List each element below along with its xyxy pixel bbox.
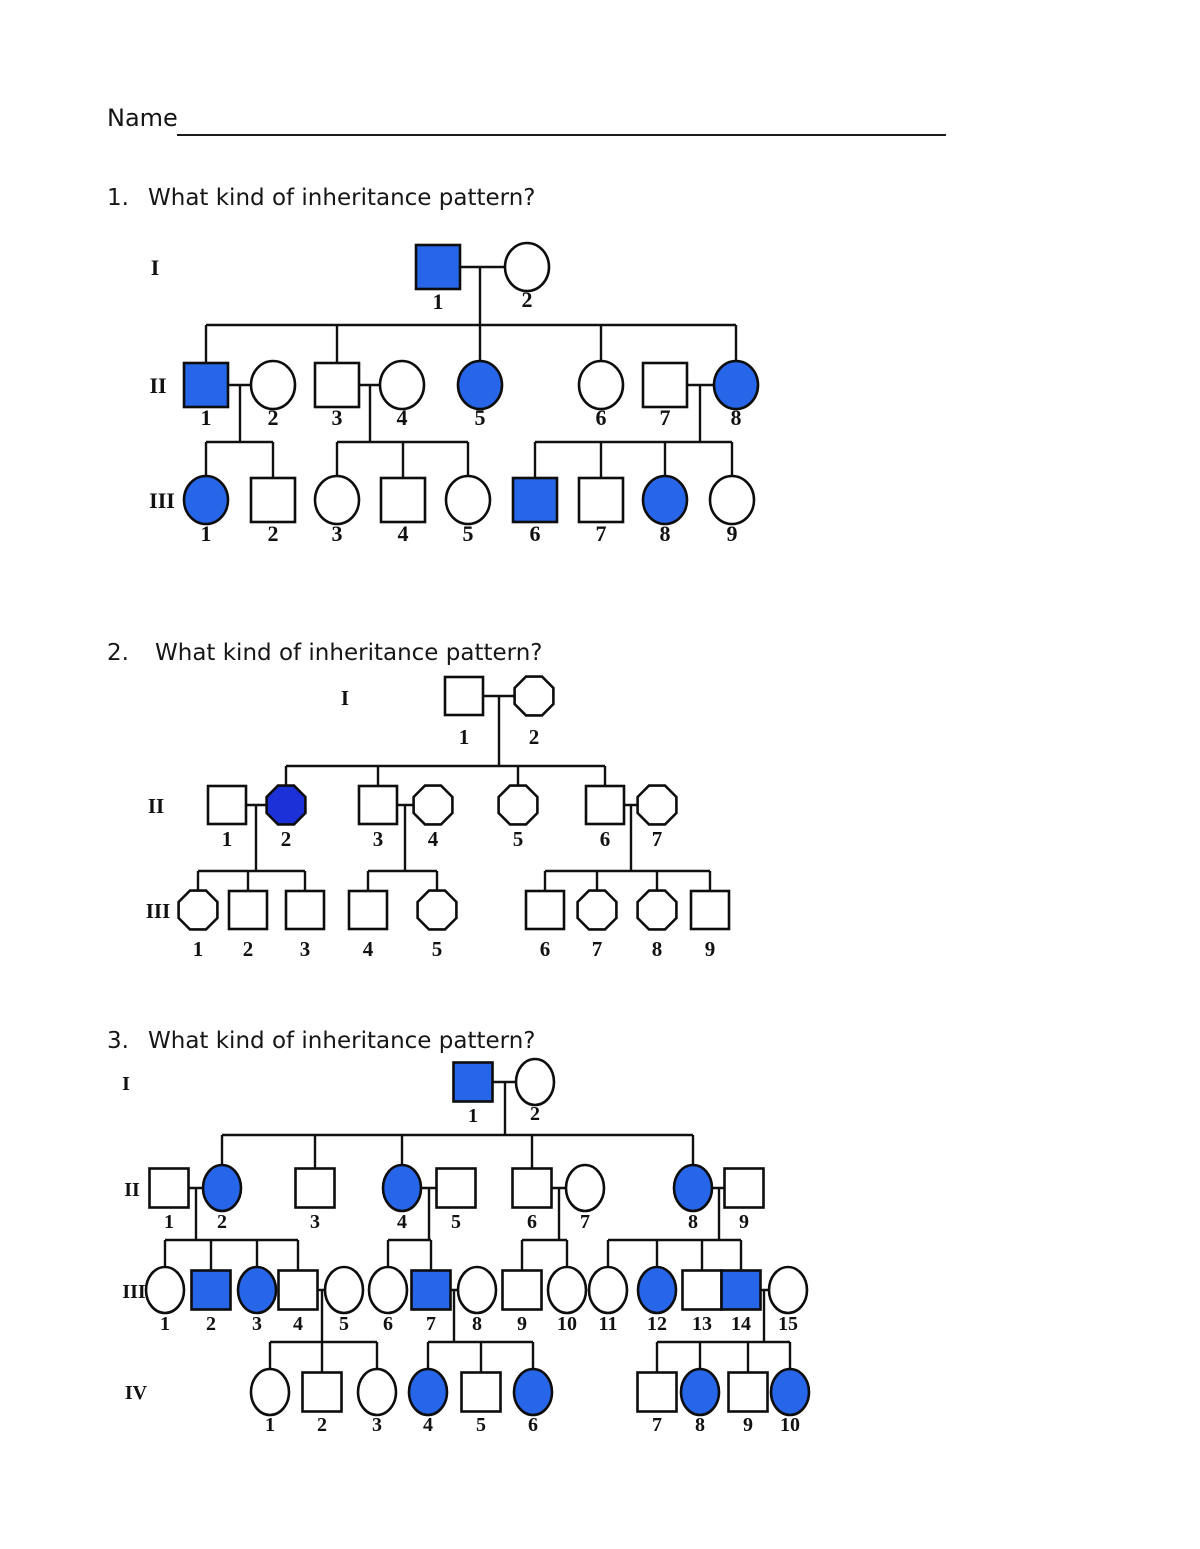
pedigree-1-generation-label-I: I (150, 255, 160, 280)
pedigree-3-individual-III-14-affected-male-symbol (722, 1271, 761, 1310)
pedigree-3-individual-III-11-female-symbol (589, 1267, 627, 1313)
pedigree-2-individual-II-1-number: 1 (221, 827, 233, 851)
pedigree-3-individual-III-5-female-symbol (325, 1267, 363, 1313)
pedigree-3-individual-III-6-female-symbol (369, 1267, 407, 1313)
pedigree-2-generation-label-II: II (147, 794, 165, 818)
pedigree-3-individual-IV-4-number: 4 (423, 1414, 433, 1436)
question-3-text: What kind of inheritance pattern? (148, 1028, 536, 1054)
pedigree-chart-2 (146, 677, 729, 961)
pedigree-3-individual-IV-1-number: 1 (265, 1414, 275, 1436)
pedigree-3-individual-IV-6-number: 6 (528, 1414, 538, 1436)
pedigree-1-individual-III-9-number: 9 (726, 521, 738, 546)
pedigree-1-individual-II-4-number: 4 (396, 405, 408, 430)
pedigree-3-individual-II-4-number: 4 (397, 1211, 407, 1233)
pedigree-3-individual-III-4-number: 4 (293, 1313, 303, 1335)
pedigree-1-individual-I-1-number: 1 (432, 289, 444, 314)
pedigree-3-individual-III-1-number: 1 (160, 1313, 170, 1335)
pedigree-3-individual-I-1-affected-male-symbol (454, 1063, 493, 1102)
pedigree-1-individual-I-2-female-symbol (505, 243, 549, 291)
pedigree-3-individual-III-12-number: 12 (647, 1313, 667, 1335)
pedigree-2-individual-II-7-female-symbol (638, 786, 677, 825)
pedigree-1-individual-III-2-number: 2 (267, 521, 279, 546)
pedigree-3-individual-IV-2-number: 2 (317, 1414, 327, 1436)
pedigree-2-individual-III-2-male-symbol (229, 891, 267, 929)
pedigree-3-individual-II-6-male-symbol (513, 1169, 552, 1208)
pedigree-2-individual-II-4-number: 4 (427, 827, 439, 851)
pedigree-2-individual-III-7-female-symbol (578, 891, 617, 930)
pedigree-3-individual-II-5-number: 5 (451, 1211, 461, 1233)
pedigree-2-individual-I-2-number: 2 (528, 725, 540, 749)
pedigree-1-individual-II-7-male-symbol (643, 363, 687, 407)
pedigree-3-individual-II-6-number: 6 (527, 1211, 537, 1233)
pedigree-3-individual-IV-10-number: 10 (780, 1414, 800, 1436)
pedigree-3-individual-III-13-number: 13 (692, 1313, 712, 1335)
pedigree-3-individual-III-3-affected-female-symbol (238, 1267, 276, 1313)
question-3-number: 3. (107, 1028, 129, 1054)
pedigree-1-individual-II-6-female-symbol (579, 361, 623, 409)
pedigree-3-individual-III-12-affected-female-symbol (638, 1267, 676, 1313)
pedigree-chart-1 (149, 243, 758, 546)
pedigree-3-individual-III-8-female-symbol (458, 1267, 496, 1313)
pedigree-2-individual-II-1-male-symbol (208, 786, 246, 824)
pedigree-3-individual-II-3-number: 3 (310, 1211, 320, 1233)
pedigree-3-individual-IV-6-affected-female-symbol (514, 1369, 552, 1415)
pedigree-1-individual-III-6-affected-male-symbol (513, 478, 557, 522)
pedigree-1-individual-II-3-number: 3 (331, 405, 343, 430)
pedigree-3-individual-III-3-number: 3 (252, 1313, 262, 1335)
pedigree-2-individual-II-6-male-symbol (586, 786, 624, 824)
pedigree-3-individual-III-2-number: 2 (206, 1313, 216, 1335)
pedigree-3-individual-III-2-affected-male-symbol (192, 1271, 231, 1310)
pedigree-3-individual-IV-1-female-symbol (251, 1369, 289, 1415)
pedigree-2-individual-III-8-female-symbol (638, 891, 677, 930)
pedigree-3-individual-III-14-number: 14 (731, 1313, 751, 1335)
pedigree-1-individual-I-2-number: 2 (521, 287, 533, 312)
pedigree-2-individual-III-6-male-symbol (526, 891, 564, 929)
pedigree-3-individual-III-9-number: 9 (517, 1313, 527, 1335)
pedigree-3-individual-IV-9-male-symbol (729, 1373, 768, 1412)
pedigree-3-individual-IV-7-number: 7 (652, 1414, 662, 1436)
pedigree-3-individual-IV-5-male-symbol (462, 1373, 501, 1412)
pedigree-3-individual-II-4-affected-female-symbol (383, 1165, 421, 1211)
pedigree-1-individual-II-8-affected-female-symbol (714, 361, 758, 409)
pedigree-1-individual-II-8-number: 8 (730, 405, 742, 430)
question-1-number: 1. (107, 185, 129, 211)
pedigree-2-individual-II-7-number: 7 (651, 827, 663, 851)
pedigree-3-individual-II-8-number: 8 (688, 1211, 698, 1233)
pedigree-1-individual-III-5-number: 5 (462, 521, 474, 546)
pedigree-3-individual-III-13-male-symbol (683, 1271, 722, 1310)
pedigree-3-individual-IV-7-male-symbol (638, 1373, 677, 1412)
pedigree-1-individual-III-7-male-symbol (579, 478, 623, 522)
pedigree-1-individual-II-4-female-symbol (380, 361, 424, 409)
pedigree-2-individual-III-3-male-symbol (286, 891, 324, 929)
pedigree-3-individual-II-2-number: 2 (217, 1211, 227, 1233)
pedigree-2-individual-III-4-number: 4 (362, 937, 374, 961)
pedigree-3-individual-III-9-male-symbol (503, 1271, 542, 1310)
pedigree-3-individual-IV-3-number: 3 (372, 1414, 382, 1436)
pedigree-2-individual-III-8-number: 8 (651, 937, 663, 961)
question-1-text: What kind of inheritance pattern? (148, 185, 536, 211)
pedigree-2-generation-label-I: I (340, 686, 350, 710)
pedigree-3-generation-label-IV: IV (124, 1382, 148, 1404)
pedigree-1-individual-III-9-female-symbol (710, 476, 754, 524)
pedigree-3-individual-II-7-female-symbol (566, 1165, 604, 1211)
pedigree-3-individual-II-9-number: 9 (739, 1211, 749, 1233)
pedigree-3-individual-III-4-male-symbol (279, 1271, 318, 1310)
pedigree-3-individual-I-1-number: 1 (468, 1105, 478, 1127)
pedigree-1-individual-III-3-number: 3 (331, 521, 343, 546)
pedigree-2-individual-II-4-female-symbol (414, 786, 453, 825)
pedigree-3-individual-IV-4-affected-female-symbol (409, 1369, 447, 1415)
pedigree-3-individual-II-1-male-symbol (150, 1169, 189, 1208)
pedigree-1-generation-label-II: II (149, 373, 167, 398)
pedigree-3-individual-IV-5-number: 5 (476, 1414, 486, 1436)
pedigree-3-individual-II-3-male-symbol (296, 1169, 335, 1208)
pedigree-1-individual-III-3-female-symbol (315, 476, 359, 524)
pedigree-3-individual-IV-8-number: 8 (695, 1414, 705, 1436)
pedigree-3-individual-III-15-number: 15 (778, 1313, 798, 1335)
pedigree-2-individual-III-1-number: 1 (192, 937, 204, 961)
question-2-number: 2. (107, 640, 129, 666)
pedigree-3-individual-II-9-male-symbol (725, 1169, 764, 1208)
pedigree-3-individual-III-10-number: 10 (557, 1313, 577, 1335)
pedigree-2-individual-II-2-affected-female-symbol (267, 786, 306, 825)
pedigree-3-individual-III-5-number: 5 (339, 1313, 349, 1335)
pedigree-2-individual-III-3-number: 3 (299, 937, 311, 961)
pedigree-3-individual-IV-2-male-symbol (303, 1373, 342, 1412)
pedigree-3-individual-III-6-number: 6 (383, 1313, 393, 1335)
pedigree-3-generation-label-III: III (122, 1281, 146, 1303)
question-2-text: What kind of inheritance pattern? (155, 640, 543, 666)
pedigree-3-individual-II-2-affected-female-symbol (203, 1165, 241, 1211)
pedigree-2-individual-III-9-number: 9 (704, 937, 716, 961)
pedigree-1-individual-III-7-number: 7 (595, 521, 607, 546)
pedigree-2-individual-I-1-male-symbol (445, 677, 483, 715)
pedigree-3-individual-II-7-number: 7 (580, 1211, 590, 1233)
pedigree-1-individual-III-4-number: 4 (397, 521, 409, 546)
pedigree-1-individual-III-2-male-symbol (251, 478, 295, 522)
pedigree-2-generation-label-III: III (145, 899, 171, 923)
pedigree-1-individual-II-5-affected-female-symbol (458, 361, 502, 409)
pedigree-1-individual-III-1-number: 1 (200, 521, 212, 546)
pedigree-2-individual-III-9-male-symbol (691, 891, 729, 929)
pedigree-3-individual-III-7-affected-male-symbol (412, 1271, 451, 1310)
pedigree-2-individual-III-6-number: 6 (539, 937, 551, 961)
pedigree-3-individual-IV-9-number: 9 (743, 1414, 753, 1436)
pedigree-1-individual-III-6-number: 6 (529, 521, 541, 546)
pedigree-2-individual-II-3-number: 3 (372, 827, 384, 851)
pedigree-2-individual-III-7-number: 7 (591, 937, 603, 961)
pedigree-1-individual-III-4-male-symbol (381, 478, 425, 522)
pedigree-1-individual-II-7-number: 7 (659, 405, 671, 430)
pedigree-2-individual-I-2-female-symbol (515, 677, 554, 716)
pedigree-1-individual-I-1-affected-male-symbol (416, 245, 460, 289)
pedigree-3-individual-III-10-female-symbol (548, 1267, 586, 1313)
pedigree-1-individual-II-6-number: 6 (595, 405, 607, 430)
pedigree-2-individual-III-5-female-symbol (418, 891, 457, 930)
pedigree-1-individual-III-1-affected-female-symbol (184, 476, 228, 524)
pedigree-1-generation-label-III: III (149, 488, 175, 513)
pedigree-3-individual-II-8-affected-female-symbol (674, 1165, 712, 1211)
pedigree-3-individual-III-11-number: 11 (598, 1313, 618, 1335)
pedigree-2-individual-III-1-female-symbol (179, 891, 218, 930)
pedigree-1-individual-II-1-number: 1 (200, 405, 212, 430)
pedigree-3-individual-III-8-number: 8 (472, 1313, 482, 1335)
pedigree-2-individual-II-2-number: 2 (280, 827, 292, 851)
pedigree-2-individual-II-6-number: 6 (599, 827, 611, 851)
pedigree-1-individual-III-8-number: 8 (659, 521, 671, 546)
pedigree-2-individual-III-2-number: 2 (242, 937, 254, 961)
pedigree-3-individual-III-1-female-symbol (146, 1267, 184, 1313)
pedigree-3-generation-label-II: II (124, 1179, 140, 1201)
pedigree-1-individual-III-5-female-symbol (446, 476, 490, 524)
pedigree-chart-3 (122, 1059, 809, 1436)
pedigree-1-individual-III-8-affected-female-symbol (643, 476, 687, 524)
pedigree-3-individual-II-1-number: 1 (164, 1211, 174, 1233)
pedigree-3-individual-IV-10-affected-female-symbol (771, 1369, 809, 1415)
pedigree-1-individual-II-1-affected-male-symbol (184, 363, 228, 407)
pedigree-3-individual-I-2-number: 2 (530, 1103, 540, 1125)
pedigree-1-individual-II-2-number: 2 (267, 405, 279, 430)
pedigree-1-individual-II-5-number: 5 (474, 405, 486, 430)
pedigree-2-individual-III-4-male-symbol (349, 891, 387, 929)
pedigree-3-generation-label-I: I (122, 1073, 130, 1095)
pedigree-2-individual-III-5-number: 5 (431, 937, 443, 961)
pedigree-2-individual-II-5-number: 5 (512, 827, 524, 851)
pedigree-2-individual-II-5-female-symbol (499, 786, 538, 825)
pedigree-3-individual-I-2-female-symbol (516, 1059, 554, 1105)
pedigree-1-individual-II-3-male-symbol (315, 363, 359, 407)
pedigree-3-individual-IV-8-affected-female-symbol (681, 1369, 719, 1415)
pedigree-1-individual-II-2-female-symbol (251, 361, 295, 409)
pedigree-3-individual-IV-3-female-symbol (358, 1369, 396, 1415)
pedigree-3-individual-III-7-number: 7 (426, 1313, 436, 1335)
pedigree-2-individual-I-1-number: 1 (458, 725, 470, 749)
pedigree-3-individual-II-5-male-symbol (437, 1169, 476, 1208)
pedigree-3-individual-III-15-female-symbol (769, 1267, 807, 1313)
pedigree-2-individual-II-3-male-symbol (359, 786, 397, 824)
name-label: Name (107, 104, 178, 132)
